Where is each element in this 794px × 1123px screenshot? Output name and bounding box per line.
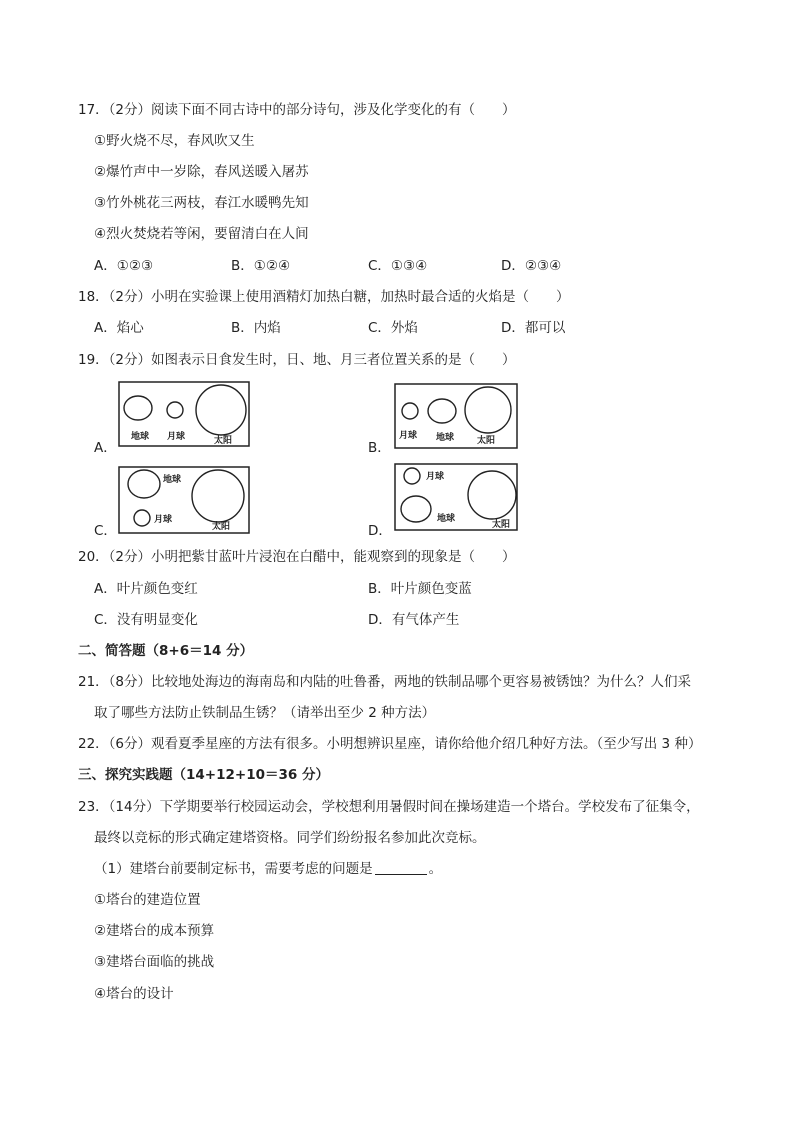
moon-circle xyxy=(167,402,183,418)
q20-option-a: A．叶片颜色变红 xyxy=(94,581,198,597)
q19-option-d: D． xyxy=(368,523,392,539)
q18-option-b: B．内焰 xyxy=(231,320,281,336)
q23-sub-1-text: （1）建塔台前要制定标书，需要考虑的问题是 xyxy=(94,861,373,877)
q23-item-4: ④塔台的设计 xyxy=(94,986,174,1002)
q19-stem: 19．（2分）如图表示日食发生时，日、地、月三者位置关系的是（ ） xyxy=(78,352,516,368)
earth-circle xyxy=(128,470,160,498)
moon-label: 月球 xyxy=(426,472,445,482)
q17-item-3: ③竹外桃花三两枝，春江水暖鸭先知 xyxy=(94,195,309,211)
q18-stem: 18．（2分）小明在实验课上使用酒精灯加热白糖，加热时最合适的火焰是（ ） xyxy=(78,289,570,305)
q19-option-a: A． xyxy=(94,440,117,456)
earth-label: 地球 xyxy=(437,514,456,524)
q18-option-c: C．外焰 xyxy=(368,320,418,336)
q18-option-a: A．焰心 xyxy=(94,320,144,336)
q21-line-2: 取了哪些方法防止铁制品生锈？（请举出至少 2 种方法） xyxy=(94,705,436,721)
moon-label: 月球 xyxy=(154,515,173,525)
q23-item-2: ②建塔台的成本预算 xyxy=(94,923,215,939)
q20-option-b: B．叶片颜色变蓝 xyxy=(368,581,472,597)
earth-label: 地球 xyxy=(163,475,182,485)
moon-label: 月球 xyxy=(399,431,418,441)
q20-option-c: C．没有明显变化 xyxy=(94,612,198,628)
moon-circle xyxy=(134,510,150,526)
sun-label: 太阳 xyxy=(477,436,496,446)
q19-figure-c xyxy=(118,466,250,534)
q18-option-d: D．都可以 xyxy=(501,320,566,336)
earth-label: 地球 xyxy=(131,432,150,442)
sun-circle xyxy=(196,385,246,435)
q17-option-a: A．①②③ xyxy=(94,258,154,274)
q17-item-4: ④烈火焚烧若等闲，要留清白在人间 xyxy=(94,226,309,242)
q20-stem: 20．（2分）小明把紫甘蓝叶片浸泡在白醋中，能观察到的现象是（ ） xyxy=(78,549,516,565)
q23-line-1: 23．（14分）下学期要举行校园运动会，学校想利用暑假时间在操场建造一个塔台。学校发布了征集令， xyxy=(78,799,700,815)
q17-option-b: B．①②④ xyxy=(231,258,291,274)
q17-option-c: C．①③④ xyxy=(368,258,428,274)
q19-option-c: C． xyxy=(94,523,117,539)
section-3-title: 三、探究实践题（14+12+10＝36 分） xyxy=(78,767,329,783)
earth-circle xyxy=(401,496,431,522)
sun-label: 太阳 xyxy=(492,520,511,530)
earth-circle xyxy=(124,396,152,420)
moon-circle xyxy=(402,403,418,419)
sun-label: 太阳 xyxy=(214,436,233,446)
q19-figure-d xyxy=(394,463,518,531)
earth-label: 地球 xyxy=(436,433,455,443)
q17-stem: 17．（2分）阅读下面不同古诗中的部分诗句，涉及化学变化的有（ ） xyxy=(78,102,516,118)
q23-sub-1 xyxy=(94,859,442,879)
answer-blank[interactable] xyxy=(375,860,427,875)
section-2-title: 二、简答题（8+6＝14 分） xyxy=(78,643,254,659)
q23-sub-1-end: 。 xyxy=(428,861,443,877)
sun-circle xyxy=(192,470,244,522)
q22-text: 22．（6分）观看夏季星座的方法有很多。小明想辨识星座，请你给他介绍几种好方法。（至少写出 3 种） xyxy=(78,736,702,752)
q17-item-1: ①野火烧不尽，春风吹又生 xyxy=(94,133,255,149)
sun-circle xyxy=(465,387,511,433)
q21-line-1: 21．（8分）比较地处海边的海南岛和内陆的吐鲁番，两地的铁制品哪个更容易被锈蚀？为什么？人们采 xyxy=(78,674,692,690)
q17-item-2: ②爆竹声中一岁除，春风送暖入屠苏 xyxy=(94,164,309,180)
q19-figure-a xyxy=(118,381,250,447)
q19-figure-b xyxy=(394,383,518,449)
sun-label: 太阳 xyxy=(212,522,231,532)
q23-line-2: 最终以竞标的形式确定建塔资格。同学们纷纷报名参加此次竞标。 xyxy=(94,830,486,846)
moon-label: 月球 xyxy=(167,432,186,442)
q23-item-1: ①塔台的建造位置 xyxy=(94,892,201,908)
earth-circle xyxy=(428,399,456,423)
q19-option-b: B． xyxy=(368,440,391,456)
q20-option-d: D．有气体产生 xyxy=(368,612,460,628)
moon-circle xyxy=(404,468,420,484)
q17-option-d: D．②③④ xyxy=(501,258,562,274)
q23-item-3: ③建塔台面临的挑战 xyxy=(94,954,215,970)
sun-circle xyxy=(468,471,516,519)
